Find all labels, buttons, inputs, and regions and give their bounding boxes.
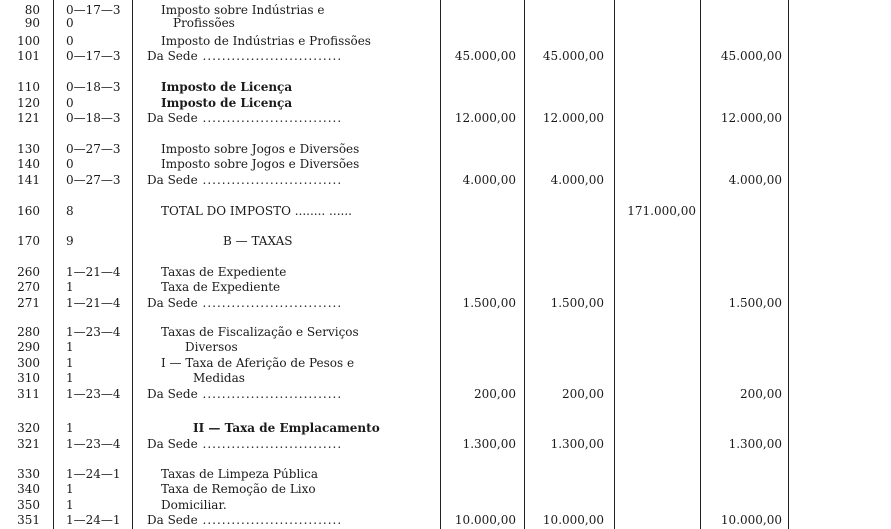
row-code: 340 <box>17 482 40 496</box>
row-description: Da Sede ............................. <box>147 513 343 527</box>
row-code: 311 <box>17 387 40 401</box>
row-description: Imposto sobre Indústrias e <box>161 3 325 17</box>
row-code: 101 <box>17 49 40 63</box>
amount-a1: 200,00 <box>474 387 516 401</box>
row-account: 0—17—3 <box>66 49 121 63</box>
row-account: 1 <box>66 482 74 496</box>
row-description: Da Sede ............................. <box>147 437 343 451</box>
row-account: 1 <box>66 421 74 435</box>
leader-dots: ............................. <box>197 387 343 401</box>
row-account: 0—17—3 <box>66 3 121 17</box>
row-account: 1 <box>66 340 74 354</box>
amount-a1: 10.000,00 <box>454 513 516 527</box>
amount-a4: 12.000,00 <box>720 111 782 125</box>
row-account: 0—27—3 <box>66 142 121 156</box>
row-account: 0 <box>66 16 74 30</box>
row-description: TOTAL DO IMPOSTO ........ ...... <box>161 204 352 218</box>
ledger-row <box>0 497 891 513</box>
row-description: Profissões <box>173 16 235 30</box>
row-description: Da Sede ............................. <box>147 387 343 401</box>
row-account: 1—21—4 <box>66 296 121 310</box>
row-account: 1—24—1 <box>66 467 121 481</box>
row-account: 0 <box>66 96 74 110</box>
row-description: Imposto sobre Jogos e Diversões <box>161 142 360 156</box>
row-description: I — Taxa de Aferição de Pesos e <box>161 356 355 370</box>
row-account: 1 <box>66 356 74 370</box>
row-code: 120 <box>17 96 40 110</box>
row-account: 9 <box>66 234 74 248</box>
leader-dots: ............................. <box>197 49 343 63</box>
row-description: Imposto de Licença <box>161 96 293 110</box>
row-code: 170 <box>17 234 40 248</box>
ledger-row <box>0 264 891 280</box>
amount-a4: 45.000,00 <box>720 49 782 63</box>
row-code: 310 <box>17 371 40 385</box>
amount-a4: 1.500,00 <box>728 296 782 310</box>
amount-a2: 45.000,00 <box>542 49 604 63</box>
ledger-row <box>0 33 891 49</box>
amount-a2: 200,00 <box>562 387 604 401</box>
ledger-row <box>0 295 891 311</box>
amount-a1: 12.000,00 <box>454 111 516 125</box>
ledger-row <box>0 370 891 386</box>
ledger-row <box>0 95 891 111</box>
ledger-row <box>0 436 891 452</box>
row-description: Taxas de Limpeza Pública <box>161 467 319 481</box>
leader-dots: ............................. <box>197 513 343 527</box>
ledger-row <box>0 420 891 436</box>
ledger-row <box>0 339 891 355</box>
row-code: 270 <box>17 280 40 294</box>
leader-dots: ............................. <box>197 437 343 451</box>
row-code: 321 <box>17 437 40 451</box>
ledger-row <box>0 156 891 172</box>
row-code: 90 <box>24 16 40 30</box>
row-code: 110 <box>17 80 40 94</box>
row-description: Imposto de Indústrias e Profissões <box>161 34 371 48</box>
ledger-row <box>0 512 891 528</box>
row-account: 1—23—4 <box>66 325 121 339</box>
amount-a2: 1.300,00 <box>550 437 604 451</box>
amount-a4: 200,00 <box>740 387 782 401</box>
ledger-row <box>0 481 891 497</box>
ledger-row <box>0 15 891 31</box>
row-account: 1 <box>66 498 74 512</box>
ledger-row <box>0 355 891 371</box>
ledger-row <box>0 233 891 249</box>
row-code: 290 <box>17 340 40 354</box>
row-account: 0—27—3 <box>66 173 121 187</box>
row-description: Taxas de Fiscalização e Serviços <box>161 325 359 339</box>
row-code: 160 <box>17 204 40 218</box>
row-code: 351 <box>17 513 40 527</box>
row-description: II — Taxa de Emplacamento <box>193 421 380 435</box>
row-description: Domiciliar. <box>161 498 227 512</box>
ledger-row <box>0 79 891 95</box>
row-code: 300 <box>17 356 40 370</box>
row-description: Taxa de Expediente <box>161 280 281 294</box>
row-description: Da Sede ............................. <box>147 296 343 310</box>
amount-a4: 4.000,00 <box>728 173 782 187</box>
row-code: 260 <box>17 265 40 279</box>
amount-a2: 10.000,00 <box>542 513 604 527</box>
ledger-row <box>0 203 891 219</box>
row-code: 121 <box>17 111 40 125</box>
row-code: 100 <box>17 34 40 48</box>
ledger-row <box>0 48 891 64</box>
row-code: 350 <box>17 498 40 512</box>
row-account: 1—21—4 <box>66 265 121 279</box>
row-description: Imposto de Licença <box>161 80 293 94</box>
row-account: 1 <box>66 371 74 385</box>
row-description: Imposto sobre Jogos e Diversões <box>161 157 360 171</box>
leader-dots: ............................. <box>197 296 343 310</box>
row-account: 0 <box>66 34 74 48</box>
row-account: 1—24—1 <box>66 513 121 527</box>
row-account: 0—18—3 <box>66 111 121 125</box>
row-description: Medidas <box>193 371 245 385</box>
row-description: Da Sede ............................. <box>147 111 343 125</box>
amount-a4: 1.300,00 <box>728 437 782 451</box>
row-description: Taxa de Remoção de Lixo <box>161 482 316 496</box>
ledger-row <box>0 466 891 482</box>
row-code: 271 <box>17 296 40 310</box>
ledger-row <box>0 386 891 402</box>
row-description: Taxas de Expediente <box>161 265 287 279</box>
row-account: 1 <box>66 280 74 294</box>
ledger-row <box>0 172 891 188</box>
amount-a1: 45.000,00 <box>454 49 516 63</box>
leader-dots: ............................. <box>197 111 343 125</box>
row-code: 320 <box>17 421 40 435</box>
row-description: Da Sede ............................. <box>147 49 343 63</box>
amount-a3: 171.000,00 <box>627 204 696 218</box>
row-account: 8 <box>66 204 74 218</box>
amount-a2: 4.000,00 <box>550 173 604 187</box>
row-code: 140 <box>17 157 40 171</box>
row-code: 130 <box>17 142 40 156</box>
amount-a1: 1.500,00 <box>462 296 516 310</box>
row-code: 280 <box>17 325 40 339</box>
row-code: 330 <box>17 467 40 481</box>
row-account: 0 <box>66 157 74 171</box>
row-code: 141 <box>17 173 40 187</box>
amount-a1: 4.000,00 <box>462 173 516 187</box>
leader-dots: ............................. <box>197 173 343 187</box>
ledger-row <box>0 141 891 157</box>
amount-a2: 1.500,00 <box>550 296 604 310</box>
amount-a4: 10.000,00 <box>720 513 782 527</box>
amount-a1: 1.300,00 <box>462 437 516 451</box>
row-account: 1—23—4 <box>66 387 121 401</box>
ledger-row <box>0 110 891 126</box>
ledger-row <box>0 324 891 340</box>
ledger-row <box>0 279 891 295</box>
row-description: Diversos <box>185 340 238 354</box>
row-description: Da Sede ............................. <box>147 173 343 187</box>
row-code: 80 <box>24 3 40 17</box>
row-account: 0—18—3 <box>66 80 121 94</box>
row-description: B — TAXAS <box>223 234 293 248</box>
amount-a2: 12.000,00 <box>542 111 604 125</box>
row-account: 1—23—4 <box>66 437 121 451</box>
